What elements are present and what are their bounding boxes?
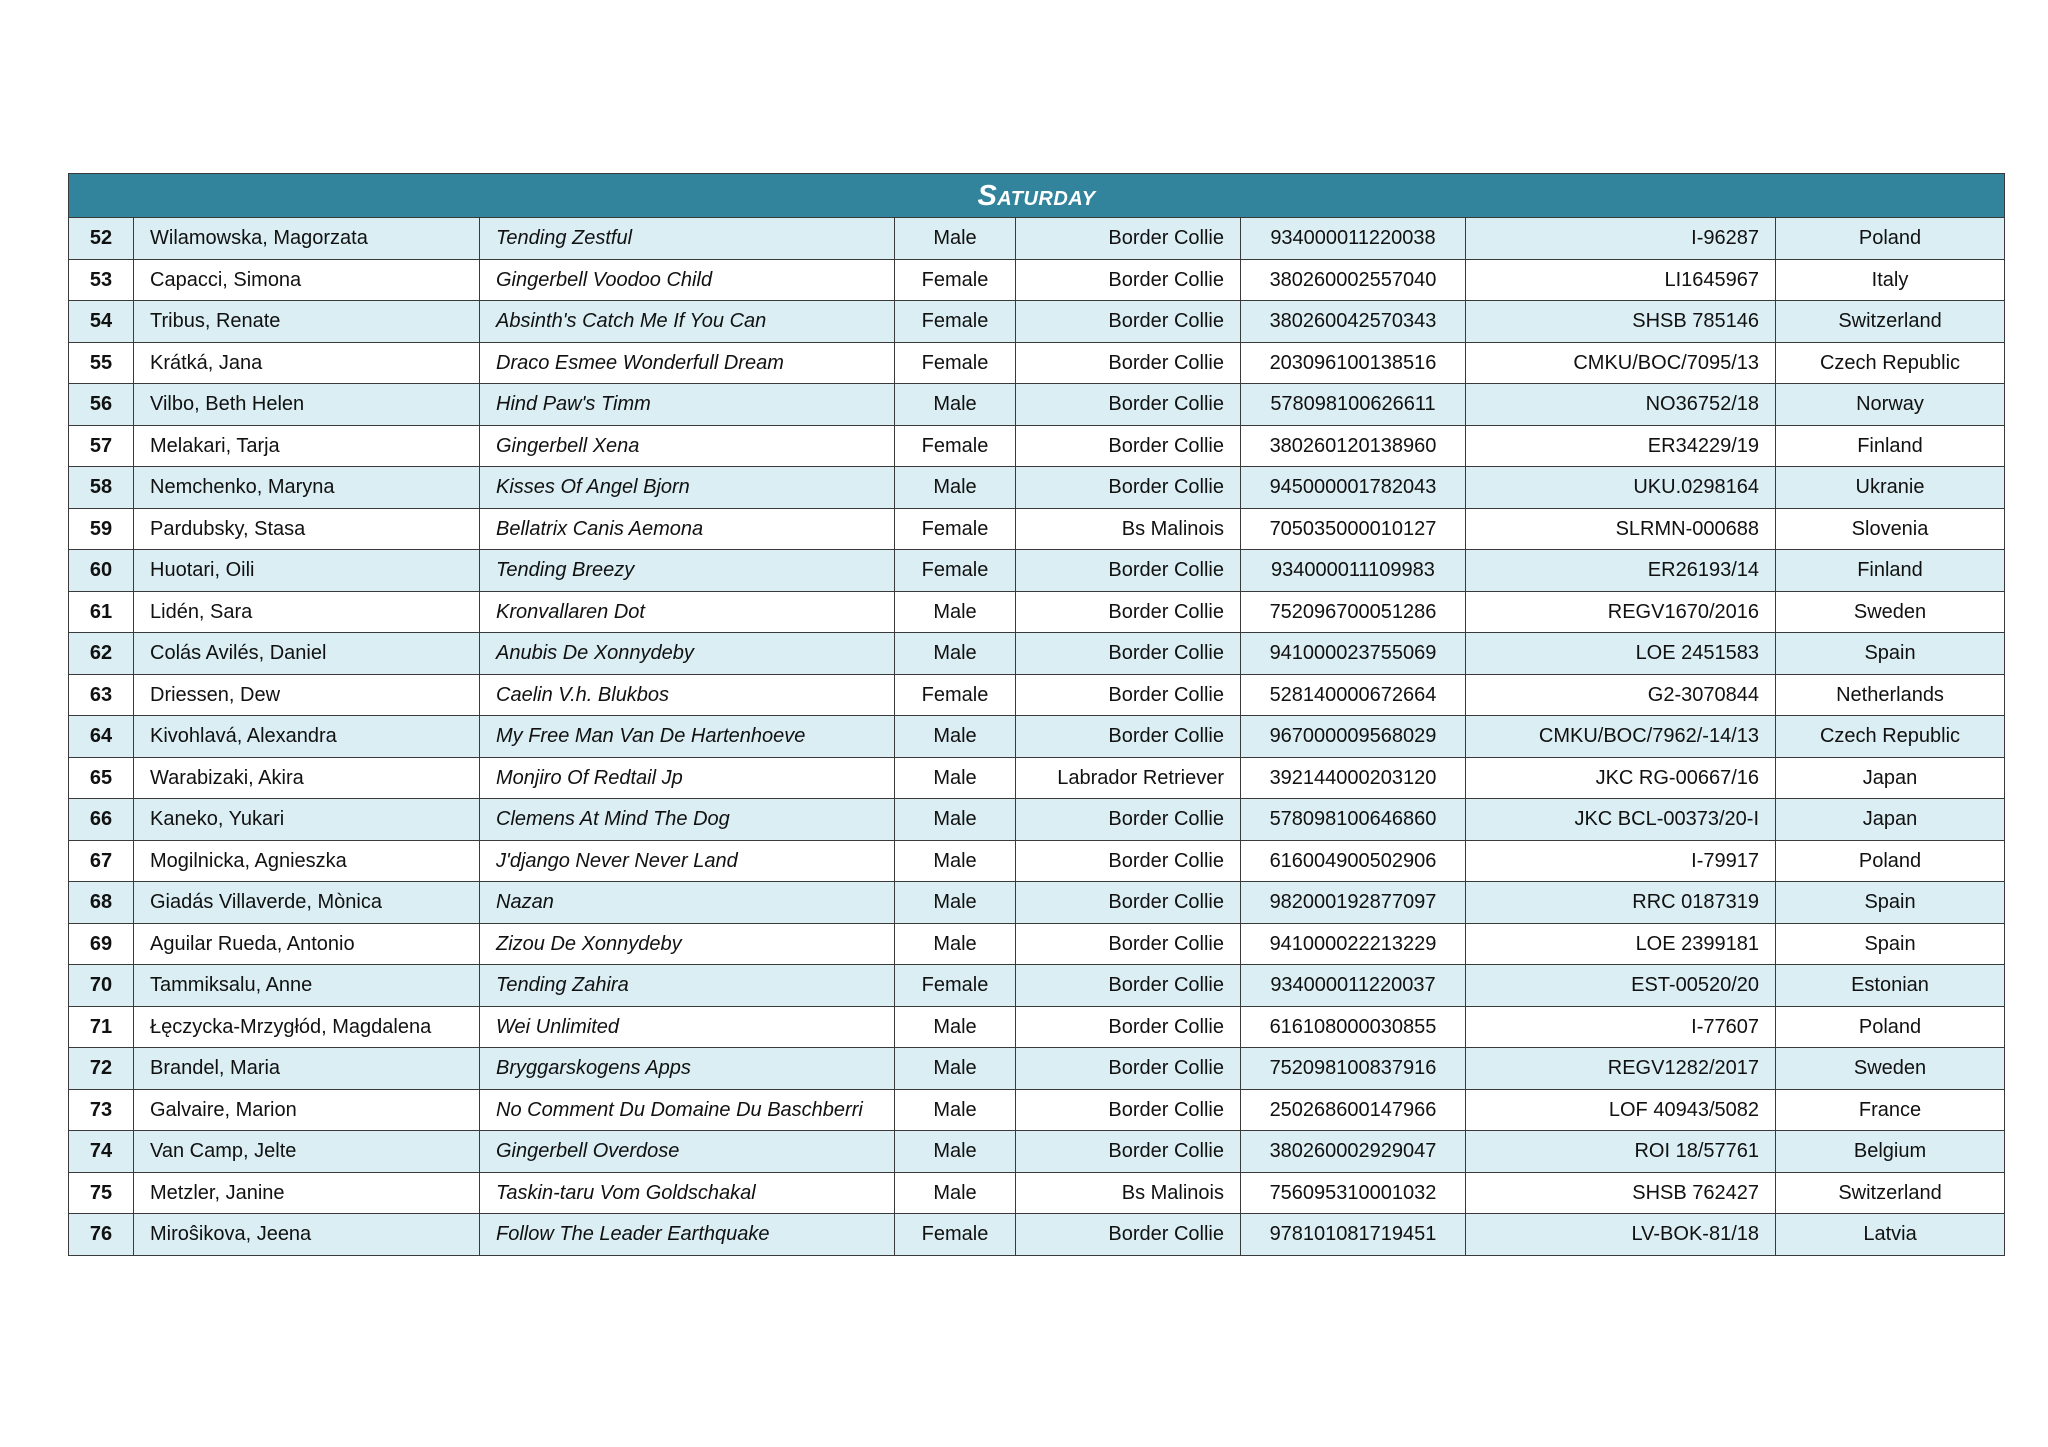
dog-breed-cell: Border Collie <box>1016 1048 1241 1090</box>
dog-sex-cell: Male <box>895 384 1016 426</box>
day-header <box>69 174 2005 218</box>
dog-sex-cell: Female <box>895 1214 1016 1256</box>
dog-name-cell: Kronvallaren Dot <box>480 591 895 633</box>
dog-name-cell: Draco Esmee Wonderfull Dream <box>480 342 895 384</box>
dog-sex-cell: Female <box>895 301 1016 343</box>
handler-name-cell: Aguilar Rueda, Antonio <box>134 923 480 965</box>
start-number-cell: 70 <box>69 965 134 1007</box>
dog-name-cell: Monjiro Of Redtail Jp <box>480 757 895 799</box>
chip-number-cell: 392144000203120 <box>1241 757 1466 799</box>
chip-number-cell: 967000009568029 <box>1241 716 1466 758</box>
dog-breed-cell: Border Collie <box>1016 218 1241 260</box>
handler-name-cell: Łęczycka-Mrzygłód, Magdalena <box>134 1006 480 1048</box>
dog-breed-cell: Bs Malinois <box>1016 1172 1241 1214</box>
registration-number-cell: RRC 0187319 <box>1466 882 1776 924</box>
start-number-cell: 63 <box>69 674 134 716</box>
dog-sex-cell: Male <box>895 923 1016 965</box>
start-number-cell: 53 <box>69 259 134 301</box>
start-number-cell: 73 <box>69 1089 134 1131</box>
start-number-cell: 61 <box>69 591 134 633</box>
dog-sex-cell: Female <box>895 508 1016 550</box>
chip-number-cell: 978101081719451 <box>1241 1214 1466 1256</box>
handler-name-cell: Melakari, Tarja <box>134 425 480 467</box>
country-cell: Belgium <box>1776 1131 2005 1173</box>
registration-number-cell: LOE 2451583 <box>1466 633 1776 675</box>
dog-sex-cell: Female <box>895 259 1016 301</box>
table-row <box>69 882 2005 924</box>
registration-number-cell: EST-00520/20 <box>1466 965 1776 1007</box>
start-number-cell: 74 <box>69 1131 134 1173</box>
chip-number-cell: 380260042570343 <box>1241 301 1466 343</box>
start-number-cell: 52 <box>69 218 134 260</box>
dog-breed-cell: Border Collie <box>1016 923 1241 965</box>
dog-breed-cell: Border Collie <box>1016 1131 1241 1173</box>
dog-breed-cell: Border Collie <box>1016 840 1241 882</box>
table-row <box>69 218 2005 260</box>
dog-name-cell: Absinth's Catch Me If You Can <box>480 301 895 343</box>
country-cell: Spain <box>1776 923 2005 965</box>
registration-number-cell: I-96287 <box>1466 218 1776 260</box>
chip-number-cell: 528140000672664 <box>1241 674 1466 716</box>
chip-number-cell: 380260120138960 <box>1241 425 1466 467</box>
dog-breed-cell: Labrador Retriever <box>1016 757 1241 799</box>
dog-name-cell: Clemens At Mind The Dog <box>480 799 895 841</box>
chip-number-cell: 203096100138516 <box>1241 342 1466 384</box>
handler-name-cell: Miroŝikova, Jeena <box>134 1214 480 1256</box>
chip-number-cell: 934000011220037 <box>1241 965 1466 1007</box>
handler-name-cell: Capacci, Simona <box>134 259 480 301</box>
dog-breed-cell: Border Collie <box>1016 384 1241 426</box>
start-number-cell: 76 <box>69 1214 134 1256</box>
registration-number-cell: ROI 18/57761 <box>1466 1131 1776 1173</box>
dog-sex-cell: Male <box>895 882 1016 924</box>
country-cell: Switzerland <box>1776 301 2005 343</box>
country-cell: Latvia <box>1776 1214 2005 1256</box>
dog-name-cell: Bellatrix Canis Aemona <box>480 508 895 550</box>
registration-number-cell: LOF 40943/5082 <box>1466 1089 1776 1131</box>
country-cell: Estonian <box>1776 965 2005 1007</box>
table-body <box>69 218 2005 1256</box>
registration-number-cell: ER34229/19 <box>1466 425 1776 467</box>
dog-breed-cell: Border Collie <box>1016 633 1241 675</box>
registration-number-cell: CMKU/BOC/7095/13 <box>1466 342 1776 384</box>
handler-name-cell: Lidén, Sara <box>134 591 480 633</box>
dog-breed-cell: Border Collie <box>1016 301 1241 343</box>
chip-number-cell: 934000011109983 <box>1241 550 1466 592</box>
dog-breed-cell: Border Collie <box>1016 259 1241 301</box>
country-cell: Poland <box>1776 840 2005 882</box>
table-row <box>69 799 2005 841</box>
country-cell: Finland <box>1776 550 2005 592</box>
dog-sex-cell: Female <box>895 342 1016 384</box>
dog-sex-cell: Male <box>895 1172 1016 1214</box>
chip-number-cell: 945000001782043 <box>1241 467 1466 509</box>
dog-name-cell: Gingerbell Overdose <box>480 1131 895 1173</box>
dog-name-cell: Bryggarskogens Apps <box>480 1048 895 1090</box>
dog-name-cell: Kisses Of Angel Bjorn <box>480 467 895 509</box>
table-row <box>69 591 2005 633</box>
table-row <box>69 1048 2005 1090</box>
table-row <box>69 923 2005 965</box>
start-number-cell: 68 <box>69 882 134 924</box>
country-cell: Czech Republic <box>1776 716 2005 758</box>
start-number-cell: 75 <box>69 1172 134 1214</box>
handler-name-cell: Brandel, Maria <box>134 1048 480 1090</box>
chip-number-cell: 250268600147966 <box>1241 1089 1466 1131</box>
country-cell: Switzerland <box>1776 1172 2005 1214</box>
registration-number-cell: LV-BOK-81/18 <box>1466 1214 1776 1256</box>
handler-name-cell: Kivohlavá, Alexandra <box>134 716 480 758</box>
handler-name-cell: Vilbo, Beth Helen <box>134 384 480 426</box>
table-row <box>69 1214 2005 1256</box>
registration-number-cell: NO36752/18 <box>1466 384 1776 426</box>
dog-name-cell: Nazan <box>480 882 895 924</box>
chip-number-cell: 752098100837916 <box>1241 1048 1466 1090</box>
registration-number-cell: G2-3070844 <box>1466 674 1776 716</box>
dog-breed-cell: Border Collie <box>1016 882 1241 924</box>
table-row <box>69 716 2005 758</box>
table-row <box>69 259 2005 301</box>
dog-name-cell: Gingerbell Xena <box>480 425 895 467</box>
dog-breed-cell: Border Collie <box>1016 1214 1241 1256</box>
dog-breed-cell: Border Collie <box>1016 1006 1241 1048</box>
country-cell: Czech Republic <box>1776 342 2005 384</box>
country-cell: Norway <box>1776 384 2005 426</box>
start-number-cell: 55 <box>69 342 134 384</box>
handler-name-cell: Kaneko, Yukari <box>134 799 480 841</box>
dog-sex-cell: Male <box>895 218 1016 260</box>
table-row <box>69 965 2005 1007</box>
handler-name-cell: Galvaire, Marion <box>134 1089 480 1131</box>
registration-number-cell: JKC BCL-00373/20-I <box>1466 799 1776 841</box>
table-row <box>69 467 2005 509</box>
dog-breed-cell: Border Collie <box>1016 716 1241 758</box>
dog-name-cell: Zizou De Xonnydeby <box>480 923 895 965</box>
handler-name-cell: Pardubsky, Stasa <box>134 508 480 550</box>
table-row <box>69 1131 2005 1173</box>
registration-number-cell: UKU.0298164 <box>1466 467 1776 509</box>
start-number-cell: 62 <box>69 633 134 675</box>
dog-name-cell: Gingerbell Voodoo Child <box>480 259 895 301</box>
table-row <box>69 384 2005 426</box>
start-number-cell: 54 <box>69 301 134 343</box>
start-list-table <box>68 173 2005 1256</box>
dog-sex-cell: Male <box>895 799 1016 841</box>
dog-sex-cell: Male <box>895 1006 1016 1048</box>
dog-name-cell: Tending Zestful <box>480 218 895 260</box>
dog-sex-cell: Male <box>895 467 1016 509</box>
table-row <box>69 633 2005 675</box>
dog-sex-cell: Female <box>895 674 1016 716</box>
dog-breed-cell: Border Collie <box>1016 799 1241 841</box>
registration-number-cell: ER26193/14 <box>1466 550 1776 592</box>
start-number-cell: 72 <box>69 1048 134 1090</box>
registration-number-cell: REGV1670/2016 <box>1466 591 1776 633</box>
dog-name-cell: Anubis De Xonnydeby <box>480 633 895 675</box>
country-cell: France <box>1776 1089 2005 1131</box>
registration-number-cell: I-79917 <box>1466 840 1776 882</box>
dog-sex-cell: Male <box>895 840 1016 882</box>
registration-number-cell: SHSB 762427 <box>1466 1172 1776 1214</box>
start-number-cell: 59 <box>69 508 134 550</box>
table-row <box>69 425 2005 467</box>
dog-breed-cell: Border Collie <box>1016 674 1241 716</box>
chip-number-cell: 705035000010127 <box>1241 508 1466 550</box>
chip-number-cell: 934000011220038 <box>1241 218 1466 260</box>
table-row <box>69 550 2005 592</box>
dog-breed-cell: Border Collie <box>1016 1089 1241 1131</box>
dog-sex-cell: Male <box>895 633 1016 675</box>
table-row <box>69 508 2005 550</box>
table-row <box>69 1089 2005 1131</box>
chip-number-cell: 941000022213229 <box>1241 923 1466 965</box>
chip-number-cell: 380260002557040 <box>1241 259 1466 301</box>
table-row <box>69 1006 2005 1048</box>
table-row <box>69 840 2005 882</box>
chip-number-cell: 941000023755069 <box>1241 633 1466 675</box>
day-header-row <box>69 174 2005 218</box>
chip-number-cell: 616108000030855 <box>1241 1006 1466 1048</box>
country-cell: Poland <box>1776 1006 2005 1048</box>
dog-name-cell: Wei Unlimited <box>480 1006 895 1048</box>
dog-breed-cell: Border Collie <box>1016 550 1241 592</box>
handler-name-cell: Mogilnicka, Agnieszka <box>134 840 480 882</box>
registration-number-cell: REGV1282/2017 <box>1466 1048 1776 1090</box>
dog-breed-cell: Border Collie <box>1016 467 1241 509</box>
dog-name-cell: Taskin-taru Vom Goldschakal <box>480 1172 895 1214</box>
country-cell: Japan <box>1776 757 2005 799</box>
dog-sex-cell: Male <box>895 591 1016 633</box>
country-cell: Finland <box>1776 425 2005 467</box>
handler-name-cell: Colás Avilés, Daniel <box>134 633 480 675</box>
dog-name-cell: Tending Zahira <box>480 965 895 1007</box>
chip-number-cell: 380260002929047 <box>1241 1131 1466 1173</box>
dog-sex-cell: Female <box>895 965 1016 1007</box>
dog-sex-cell: Female <box>895 425 1016 467</box>
dog-name-cell: Tending Breezy <box>480 550 895 592</box>
chip-number-cell: 756095310001032 <box>1241 1172 1466 1214</box>
table-row <box>69 674 2005 716</box>
handler-name-cell: Warabizaki, Akira <box>134 757 480 799</box>
dog-name-cell: J'django Never Never Land <box>480 840 895 882</box>
registration-number-cell: SHSB 785146 <box>1466 301 1776 343</box>
dog-breed-cell: Border Collie <box>1016 342 1241 384</box>
chip-number-cell: 982000192877097 <box>1241 882 1466 924</box>
registration-number-cell: LOE 2399181 <box>1466 923 1776 965</box>
table-row <box>69 1172 2005 1214</box>
dog-name-cell: Caelin V.h. Blukbos <box>480 674 895 716</box>
registration-number-cell: LI1645967 <box>1466 259 1776 301</box>
dog-breed-cell: Border Collie <box>1016 591 1241 633</box>
chip-number-cell: 752096700051286 <box>1241 591 1466 633</box>
handler-name-cell: Van Camp, Jelte <box>134 1131 480 1173</box>
dog-sex-cell: Male <box>895 1131 1016 1173</box>
start-number-cell: 67 <box>69 840 134 882</box>
dog-sex-cell: Male <box>895 757 1016 799</box>
start-number-cell: 69 <box>69 923 134 965</box>
dog-name-cell: Hind Paw's Timm <box>480 384 895 426</box>
handler-name-cell: Driessen, Dew <box>134 674 480 716</box>
handler-name-cell: Wilamowska, Magorzata <box>134 218 480 260</box>
chip-number-cell: 578098100646860 <box>1241 799 1466 841</box>
dog-name-cell: Follow The Leader Earthquake <box>480 1214 895 1256</box>
dog-sex-cell: Male <box>895 1048 1016 1090</box>
country-cell: Slovenia <box>1776 508 2005 550</box>
dog-breed-cell: Bs Malinois <box>1016 508 1241 550</box>
registration-number-cell: SLRMN-000688 <box>1466 508 1776 550</box>
country-cell: Italy <box>1776 259 2005 301</box>
start-number-cell: 64 <box>69 716 134 758</box>
start-number-cell: 57 <box>69 425 134 467</box>
registration-number-cell: I-77607 <box>1466 1006 1776 1048</box>
handler-name-cell: Metzler, Janine <box>134 1172 480 1214</box>
dog-breed-cell: Border Collie <box>1016 965 1241 1007</box>
chip-number-cell: 616004900502906 <box>1241 840 1466 882</box>
country-cell: Spain <box>1776 633 2005 675</box>
table-row <box>69 757 2005 799</box>
chip-number-cell: 578098100626611 <box>1241 384 1466 426</box>
table-row <box>69 342 2005 384</box>
day-title: Saturday <box>977 179 1096 212</box>
dog-sex-cell: Female <box>895 550 1016 592</box>
country-cell: Spain <box>1776 882 2005 924</box>
country-cell: Netherlands <box>1776 674 2005 716</box>
dog-sex-cell: Male <box>895 716 1016 758</box>
handler-name-cell: Nemchenko, Maryna <box>134 467 480 509</box>
handler-name-cell: Krátká, Jana <box>134 342 480 384</box>
country-cell: Poland <box>1776 218 2005 260</box>
country-cell: Japan <box>1776 799 2005 841</box>
country-cell: Ukranie <box>1776 467 2005 509</box>
registration-number-cell: JKC RG-00667/16 <box>1466 757 1776 799</box>
dog-name-cell: No Comment Du Domaine Du Baschberri <box>480 1089 895 1131</box>
dog-name-cell: My Free Man Van De Hartenhoeve <box>480 716 895 758</box>
handler-name-cell: Giadás Villaverde, Mònica <box>134 882 480 924</box>
handler-name-cell: Tammiksalu, Anne <box>134 965 480 1007</box>
country-cell: Sweden <box>1776 1048 2005 1090</box>
start-number-cell: 66 <box>69 799 134 841</box>
start-number-cell: 60 <box>69 550 134 592</box>
start-number-cell: 71 <box>69 1006 134 1048</box>
start-number-cell: 58 <box>69 467 134 509</box>
start-number-cell: 56 <box>69 384 134 426</box>
start-number-cell: 65 <box>69 757 134 799</box>
registration-number-cell: CMKU/BOC/7962/-14/13 <box>1466 716 1776 758</box>
dog-breed-cell: Border Collie <box>1016 425 1241 467</box>
handler-name-cell: Tribus, Renate <box>134 301 480 343</box>
dog-sex-cell: Male <box>895 1089 1016 1131</box>
table-row <box>69 301 2005 343</box>
handler-name-cell: Huotari, Oili <box>134 550 480 592</box>
country-cell: Sweden <box>1776 591 2005 633</box>
